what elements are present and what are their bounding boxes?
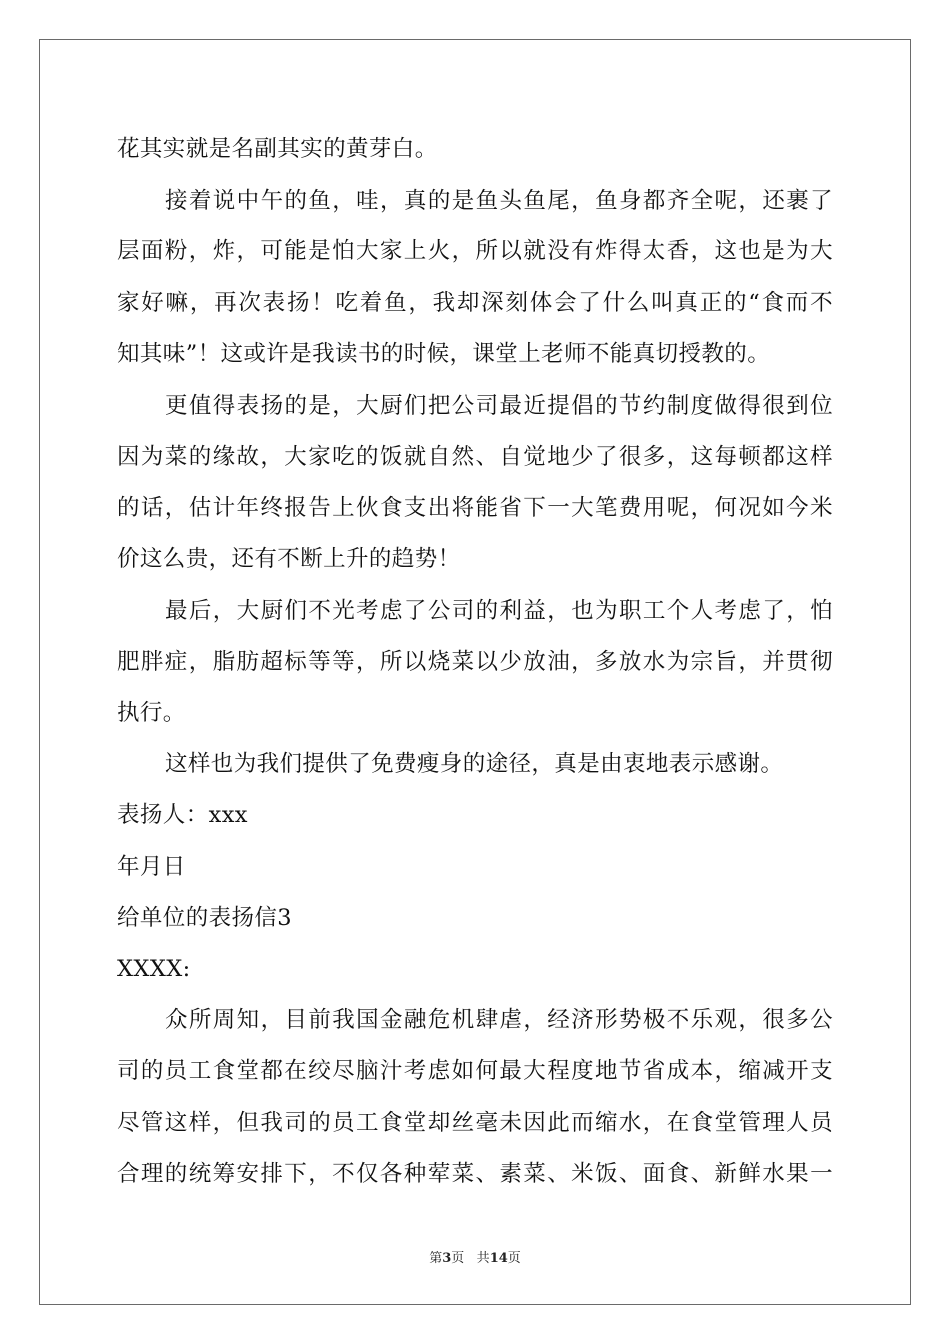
text-line: 花其实就是名副其实的黄芽白。: [117, 136, 438, 162]
date-line: 年月日: [117, 854, 186, 880]
page-number: 3: [442, 1251, 452, 1266]
text-line: 层面粉，炸，可能是怕大家上火，所以就没有炸得太香，这也是为大: [117, 238, 833, 264]
text-line: 尽管这样，但我司的员工食堂却丝毫未因此而缩水，在食堂管理人员: [117, 1110, 833, 1136]
section-title: 给单位的表扬信3: [117, 905, 293, 931]
text-line: 家好嘛，再次表扬！吃着鱼，我却深刻体会了什么叫真正的“食而不: [117, 290, 833, 316]
text-line: 司的员工食堂都在绞尽脑汁考虑如何最大程度地节省成本，缩减开支: [117, 1058, 833, 1084]
text-line: 执行。: [117, 700, 186, 726]
total-pages: 14: [489, 1251, 508, 1266]
page-suffix: 页: [451, 1251, 465, 1266]
total-prefix: 共: [476, 1251, 490, 1266]
page-footer: [0, 1250, 950, 1268]
total-suffix: 页: [507, 1251, 521, 1266]
paragraph-first-line: 众所周知，目前我国金融危机肆虐，经济形势极不乐观，很多公: [165, 1007, 833, 1033]
paragraph-first-line: 最后，大厨们不光考虑了公司的利益，也为职工个人考虑了，怕: [165, 598, 833, 624]
text-line: 知其味”！这或许是我读书的时候，课堂上老师不能真切授教的。: [117, 341, 771, 367]
signature-line: 表扬人：xxx: [117, 802, 248, 828]
text-line: 价这么贵，还有不断上升的趋势！: [117, 546, 461, 572]
text-line: 的话，估计年终报告上伙食支出将能省下一大笔费用呢，何况如今米: [117, 495, 833, 521]
page-prefix: 第: [429, 1251, 443, 1266]
salutation: XXXX:: [117, 956, 191, 982]
paragraph-first-line: 更值得表扬的是，大厨们把公司最近提倡的节约制度做得很到位: [165, 393, 833, 419]
paragraph-first-line: 接着说中午的鱼，哇，真的是鱼头鱼尾，鱼身都齐全呢，还裹了: [165, 188, 833, 214]
text-line: 因为菜的缘故，大家吃的饭就自然、自觉地少了很多，这每顿都这样: [117, 444, 833, 470]
text-line: 合理的统筹安排下，不仅各种荤菜、素菜、米饭、面食、新鲜水果一: [117, 1161, 833, 1187]
text-line: 肥胖症，脂肪超标等等，所以烧菜以少放油，多放水为宗旨，并贯彻: [117, 649, 833, 675]
paragraph-first-line: 这样也为我们提供了免费瘦身的途径，真是由衷地表示感谢。: [165, 751, 784, 777]
